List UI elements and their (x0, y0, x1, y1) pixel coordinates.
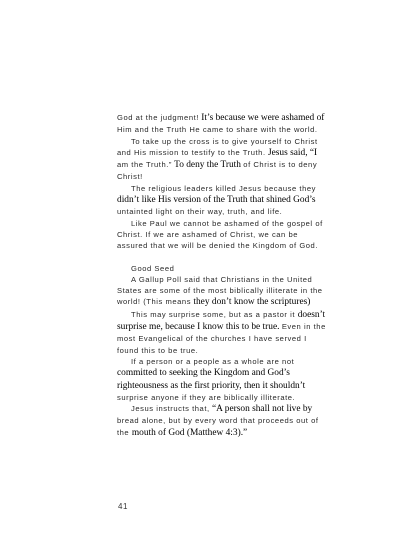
paragraph (117, 183, 329, 218)
light-text-run: of Christ is to deny Christ! (117, 160, 318, 182)
page-number: 41 (118, 502, 129, 511)
light-text-run: surprise anyone if they are biblically illiterate. (117, 392, 296, 402)
light-text-run: Jesus instructs that, (131, 404, 210, 414)
paragraph (117, 274, 329, 309)
light-text-run: untainted light on their way, truth, and life. (117, 207, 283, 217)
light-text-run: This may surprise some, but as a pastor it (131, 309, 298, 319)
light-text-run: The religious leaders killed Jesus because they (131, 183, 316, 193)
light-text-run: Good Seed (131, 263, 175, 273)
light-text-run: If a person or a people as a whole are not (131, 356, 295, 366)
paragraph (117, 309, 329, 356)
light-text-run: Even in the most Evangelical of the churches I have served I found this to be true. (117, 322, 326, 355)
paragraph-gap (117, 252, 329, 263)
bold-text-run: It’s because we were ashamed of (198, 113, 325, 123)
paragraph (117, 403, 329, 439)
light-text-run: bread alone, but by every word that proceeds out of the (117, 416, 319, 437)
paragraph (117, 112, 329, 136)
light-text-run: Him and the Truth He came to share with the world. (117, 125, 318, 135)
paragraph (117, 136, 329, 183)
bold-text-run: they don’t know the scriptures) (191, 297, 311, 308)
light-text-run: A Gallup Poll said that Christians in the United States are some of the most biblically illiterate in the world! (This means (117, 274, 323, 307)
bold-text-run: “A person shall not live by (209, 404, 313, 415)
paragraph (117, 263, 329, 274)
light-text-run: Like Paul we cannot be ashamed of the gospel of Christ. If we are ashamed of Christ, we can be assured that we will be denied the Kingdom of God. (117, 218, 323, 251)
bold-text-run: doesn’t surprise me, because I know this to be true. (117, 309, 326, 333)
bold-text-run: Jesus said, “I (265, 147, 318, 158)
light-text-run: am the Truth.” (117, 160, 172, 170)
paragraph (117, 356, 329, 403)
bold-text-run: didn’t like His version of the Truth that shined God’s (117, 195, 316, 206)
light-text-run: To take up the cross is to give yourself to Christ and His mission to testify to the Truth. (117, 136, 318, 157)
bold-text-run: mouth of God (Matthew 4:3).” (131, 427, 248, 438)
bold-text-run: To deny the Truth (171, 160, 244, 171)
body-text (117, 112, 329, 439)
bold-text-run: committed to seeking the Kingdom and God’s righteousness as the first priority, then it shouldn’t (117, 368, 306, 391)
light-text-run: God at the judgment! (117, 113, 199, 122)
paragraph (117, 218, 329, 252)
